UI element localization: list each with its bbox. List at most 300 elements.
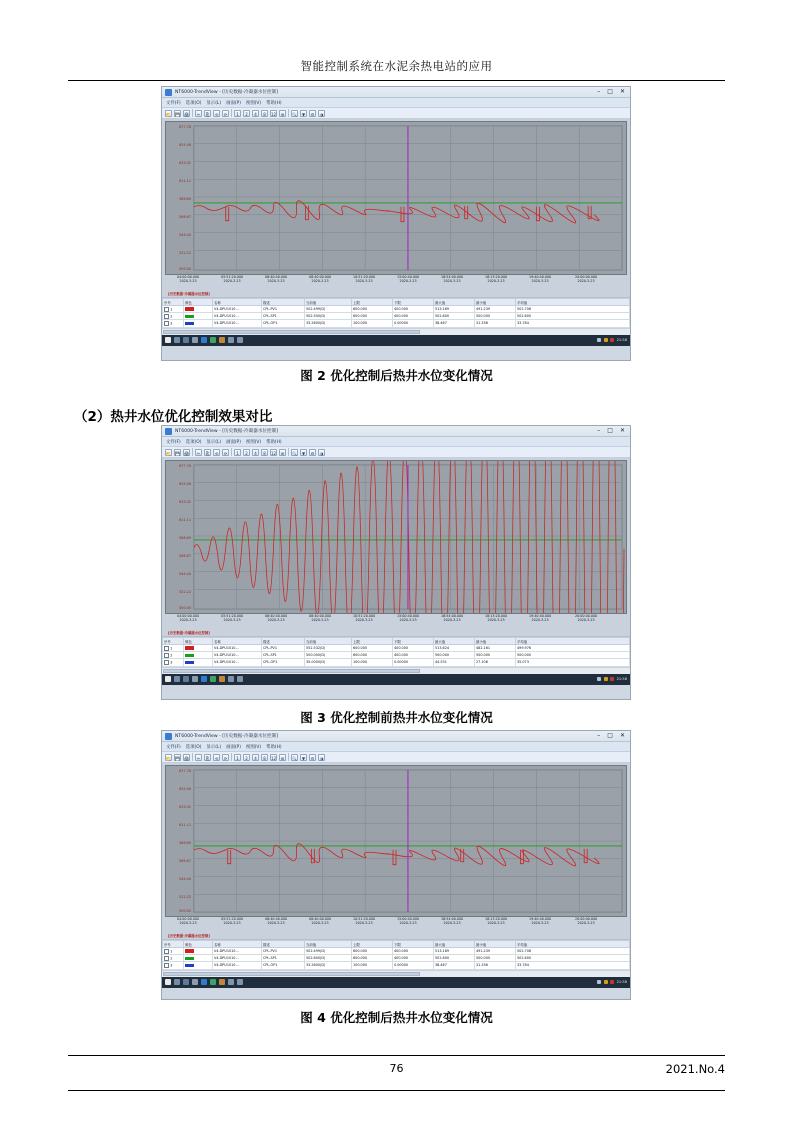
menu-options[interactable]: 选项(O) bbox=[185, 439, 202, 445]
network-icon[interactable] bbox=[597, 338, 601, 342]
row-checkbox[interactable] bbox=[164, 963, 169, 968]
pane-12-button[interactable]: 12 bbox=[271, 755, 277, 761]
x-tick-8-time: 19:40:40.000 bbox=[529, 275, 552, 279]
cut-icon[interactable]: ✂ bbox=[196, 450, 201, 456]
pane-1-button[interactable]: 1 bbox=[234, 110, 241, 117]
x-tick-2-time: 06:40:40.000 bbox=[265, 275, 288, 279]
contrast-icon[interactable]: ◑ bbox=[319, 111, 324, 117]
cell-current: 502.600(D) bbox=[305, 955, 352, 962]
x-tick-4-date: 2020-3-23 bbox=[355, 921, 373, 926]
menu-options[interactable]: 选项(O) bbox=[185, 744, 202, 750]
cell-high: 600.000 bbox=[352, 955, 393, 962]
x-tick-5-time: 15:00:40.000 bbox=[397, 614, 420, 618]
start-icon[interactable] bbox=[165, 676, 171, 682]
x-tick-0-date: 2020-3-23 bbox=[179, 618, 197, 623]
cell-name: V4-DPU1010... bbox=[213, 948, 262, 955]
table-row[interactable] bbox=[163, 962, 630, 969]
trend-plot[interactable] bbox=[165, 460, 627, 614]
x-tick-7 bbox=[485, 917, 507, 926]
notification-icon[interactable] bbox=[610, 677, 614, 681]
app1-icon[interactable] bbox=[210, 676, 216, 682]
cell-desc: CPL-PV1 bbox=[262, 948, 305, 955]
x-tick-8-date: 2020-3-23 bbox=[531, 618, 549, 623]
x-tick-7 bbox=[485, 275, 507, 284]
notification-icon[interactable] bbox=[610, 338, 614, 342]
status-note: [历史数据-冷凝器水位控制] bbox=[168, 934, 210, 938]
close-icon[interactable]: ✕ bbox=[619, 427, 625, 434]
x-tick-5 bbox=[397, 275, 419, 284]
taskbar[interactable] bbox=[162, 977, 630, 988]
th-low: 下限 bbox=[393, 299, 434, 306]
cell-desc: CPL-SP1 bbox=[262, 313, 305, 320]
open-icon[interactable]: 📂 bbox=[166, 755, 171, 761]
maximize-icon[interactable]: □ bbox=[607, 88, 613, 95]
menu-view[interactable]: 视图(V) bbox=[245, 439, 262, 445]
x-tick-8 bbox=[529, 614, 551, 623]
system-tray[interactable] bbox=[597, 980, 627, 984]
clock[interactable]: 21:58 bbox=[616, 980, 627, 985]
toolbar-separator-2 bbox=[231, 753, 232, 761]
explorer-icon[interactable] bbox=[192, 979, 198, 985]
y-tick-8: 500.00 bbox=[179, 909, 191, 913]
x-tick-2-date: 2020-3-23 bbox=[267, 921, 285, 926]
minimize-icon[interactable]: – bbox=[597, 427, 601, 434]
x-tick-2 bbox=[265, 917, 287, 926]
cell-no bbox=[163, 948, 184, 955]
cell-min: 491.239 bbox=[475, 306, 516, 313]
x-tick-3-date: 2020-3-23 bbox=[311, 618, 329, 623]
maximize-icon[interactable]: □ bbox=[607, 732, 613, 739]
cell-desc: CPL-SP1 bbox=[262, 652, 305, 659]
menu-help[interactable]: 帮助(H) bbox=[266, 744, 282, 750]
horizontal-scrollbar[interactable] bbox=[162, 667, 630, 674]
th-max: 最大值 bbox=[434, 638, 475, 645]
clock[interactable]: 21:58 bbox=[616, 338, 627, 343]
row-checkbox[interactable] bbox=[164, 314, 169, 319]
zoom-icon[interactable]: 🔍 bbox=[292, 450, 297, 456]
x-tick-9-time: 20:00:00.000 bbox=[575, 614, 598, 618]
x-tick-0-time: 04:00:00.000 bbox=[177, 917, 200, 921]
app2-icon[interactable] bbox=[219, 676, 225, 682]
cell-min: 31.336 bbox=[475, 320, 516, 327]
undo-icon[interactable]: ⟲ bbox=[214, 450, 219, 456]
volume-icon[interactable] bbox=[604, 677, 608, 681]
pane-1-button[interactable]: 1 bbox=[234, 754, 241, 761]
row-checkbox[interactable] bbox=[164, 653, 169, 658]
menu-help[interactable]: 帮助(H) bbox=[266, 439, 282, 445]
th-color: 颜色 bbox=[184, 941, 213, 948]
screenshot-figure-2 bbox=[161, 86, 631, 361]
y-tick-7: 522.22 bbox=[179, 590, 191, 594]
filter-icon[interactable]: ▼ bbox=[301, 111, 306, 117]
menu-screen[interactable]: 画面(P) bbox=[226, 744, 241, 750]
x-tick-6-date: 2020-3-23 bbox=[443, 279, 461, 284]
notification-icon[interactable] bbox=[610, 980, 614, 984]
x-tick-9 bbox=[575, 614, 597, 623]
explorer-icon[interactable] bbox=[192, 337, 198, 343]
x-tick-0-time: 04:00:00.000 bbox=[177, 275, 200, 279]
menu-bar[interactable] bbox=[162, 742, 630, 752]
x-tick-5-time: 15:00:40.000 bbox=[397, 917, 420, 921]
cell-no bbox=[163, 306, 184, 313]
series-table-area bbox=[162, 939, 630, 977]
cell-avg: 502.708 bbox=[516, 948, 630, 955]
window-controls[interactable] bbox=[597, 428, 627, 434]
cut-icon[interactable]: ✂ bbox=[196, 111, 201, 117]
th-current: 当前值 bbox=[305, 941, 352, 948]
th-desc: 描述 bbox=[262, 941, 305, 948]
menu-screen[interactable]: 画面(P) bbox=[226, 100, 241, 106]
th-name: 名称 bbox=[213, 299, 262, 306]
browser-icon[interactable] bbox=[201, 979, 207, 985]
row-checkbox[interactable] bbox=[164, 660, 169, 665]
menu-file[interactable]: 文件(F) bbox=[166, 100, 181, 106]
row-checkbox[interactable] bbox=[164, 956, 169, 961]
chart-area bbox=[162, 458, 630, 636]
x-tick-6 bbox=[441, 917, 463, 926]
gear-icon[interactable]: ⚙ bbox=[310, 111, 315, 117]
taskbar[interactable] bbox=[162, 335, 630, 346]
app3-icon[interactable] bbox=[228, 337, 234, 343]
redo-icon[interactable]: ⟳ bbox=[223, 450, 228, 456]
print-icon[interactable]: 🖨 bbox=[184, 755, 190, 761]
table-row[interactable] bbox=[163, 948, 630, 955]
cell-high: 100.000 bbox=[352, 659, 393, 666]
app4-icon[interactable] bbox=[237, 979, 243, 985]
cell-current: 552.532(D) bbox=[305, 645, 352, 652]
pane-12-button[interactable]: 12 bbox=[271, 450, 277, 456]
y-tick-1: 655.56 bbox=[179, 482, 191, 486]
x-tick-0-date: 2020-3-23 bbox=[179, 921, 197, 926]
search-icon[interactable] bbox=[174, 676, 180, 682]
filter-icon[interactable]: ▼ bbox=[301, 755, 306, 761]
x-tick-7-date: 2020-3-23 bbox=[487, 279, 505, 284]
grid-icon[interactable]: ⊞ bbox=[280, 450, 285, 456]
y-tick-4: 588.89 bbox=[179, 841, 191, 845]
table-row[interactable] bbox=[163, 652, 630, 659]
y-tick-0: 677.78 bbox=[179, 125, 191, 129]
y-tick-4: 588.89 bbox=[179, 197, 191, 201]
app2-icon[interactable] bbox=[219, 979, 225, 985]
chart-area bbox=[162, 763, 630, 939]
pane-8-button[interactable]: 8 bbox=[261, 449, 268, 456]
pane-4-button[interactable]: 4 bbox=[252, 754, 259, 761]
cell-desc: CPL-OP1 bbox=[262, 962, 305, 969]
network-icon[interactable] bbox=[597, 980, 601, 984]
filter-icon[interactable]: ▼ bbox=[301, 450, 306, 456]
close-icon[interactable]: ✕ bbox=[619, 732, 625, 739]
series-table bbox=[162, 940, 630, 970]
pane-2-button[interactable]: 2 bbox=[243, 449, 250, 456]
taskview-icon[interactable] bbox=[183, 337, 189, 343]
system-tray[interactable] bbox=[597, 338, 627, 342]
x-tick-0 bbox=[177, 917, 199, 926]
x-tick-9-date: 2020-3-23 bbox=[577, 618, 595, 623]
taskview-icon[interactable] bbox=[183, 979, 189, 985]
toolbar-separator-3 bbox=[288, 109, 289, 117]
print-icon[interactable]: 🖨 bbox=[184, 450, 190, 456]
x-tick-7 bbox=[485, 614, 507, 623]
cell-name: V4-DPU1010... bbox=[213, 652, 262, 659]
cell-color bbox=[184, 306, 213, 313]
cell-min: 500.000 bbox=[475, 652, 516, 659]
cell-low: 0.00000 bbox=[393, 962, 434, 969]
color-swatch bbox=[185, 964, 194, 967]
cell-max: 500.000 bbox=[434, 652, 475, 659]
menu-file[interactable]: 文件(F) bbox=[166, 439, 181, 445]
x-tick-5 bbox=[397, 614, 419, 623]
x-tick-1-time: 05:51:20.000 bbox=[221, 275, 244, 279]
cell-current: 502.499(D) bbox=[305, 948, 352, 955]
grid-icon[interactable]: ⊞ bbox=[280, 111, 285, 117]
menu-display[interactable]: 显示(L) bbox=[206, 100, 222, 106]
menu-bar[interactable] bbox=[162, 98, 630, 108]
cell-avg: 502.600 bbox=[516, 313, 630, 320]
x-tick-2 bbox=[265, 275, 287, 284]
series-table bbox=[162, 637, 630, 667]
pane-12-button[interactable]: 12 bbox=[271, 111, 277, 117]
th-current: 当前值 bbox=[305, 638, 352, 645]
cell-no bbox=[163, 659, 184, 666]
cell-name: V4-DPU1010... bbox=[213, 659, 262, 666]
th-min: 最小值 bbox=[475, 638, 516, 645]
volume-icon[interactable] bbox=[604, 980, 608, 984]
y-axis-labels bbox=[166, 122, 192, 274]
app3-icon[interactable] bbox=[228, 676, 234, 682]
redo-icon[interactable]: ⟳ bbox=[223, 111, 228, 117]
toolbar[interactable] bbox=[162, 447, 630, 458]
app3-icon[interactable] bbox=[228, 979, 234, 985]
pane-4-button[interactable]: 4 bbox=[252, 110, 259, 117]
close-icon[interactable]: ✕ bbox=[619, 88, 625, 95]
x-tick-6-time: 16:54:00.000 bbox=[441, 614, 464, 618]
menu-file[interactable]: 文件(F) bbox=[166, 744, 181, 750]
cell-high: 600.000 bbox=[352, 652, 393, 659]
contrast-icon[interactable]: ◑ bbox=[319, 450, 324, 456]
app1-icon[interactable] bbox=[210, 979, 216, 985]
section-heading: （2）热井水位优化控制效果对比 bbox=[74, 409, 273, 425]
x-tick-8-time: 19:40:40.000 bbox=[529, 614, 552, 618]
cell-color bbox=[184, 645, 213, 652]
menu-help[interactable]: 帮助(H) bbox=[266, 100, 282, 106]
cell-desc: CPL-OP1 bbox=[262, 659, 305, 666]
status-note: [历史数据-冷凝器水位控制] bbox=[168, 631, 210, 635]
row-checkbox[interactable] bbox=[164, 949, 169, 954]
y-tick-0: 677.78 bbox=[179, 769, 191, 773]
x-tick-7-date: 2020-3-23 bbox=[487, 921, 505, 926]
y-tick-4: 588.89 bbox=[179, 536, 191, 540]
pane-2-button[interactable]: 2 bbox=[243, 754, 250, 761]
window-titlebar bbox=[162, 426, 630, 437]
horizontal-scrollbar[interactable] bbox=[162, 970, 630, 977]
table-row[interactable] bbox=[163, 320, 630, 327]
y-tick-2: 633.32 bbox=[179, 500, 191, 504]
app1-icon[interactable] bbox=[210, 337, 216, 343]
th-color: 颜色 bbox=[184, 638, 213, 645]
trend-plot[interactable] bbox=[165, 121, 627, 275]
search-icon[interactable] bbox=[174, 337, 180, 343]
row-checkbox[interactable] bbox=[164, 646, 169, 651]
copy-icon[interactable]: ⎘ bbox=[205, 111, 210, 117]
y-tick-5: 566.67 bbox=[179, 554, 191, 558]
zoom-icon[interactable]: 🔍 bbox=[292, 755, 297, 761]
cell-color bbox=[184, 948, 213, 955]
row-index: 2 bbox=[170, 956, 173, 961]
x-tick-2 bbox=[265, 614, 287, 623]
menu-options[interactable]: 选项(O) bbox=[185, 100, 202, 106]
th-low: 下限 bbox=[393, 941, 434, 948]
browser-icon[interactable] bbox=[201, 337, 207, 343]
scrollbar-thumb[interactable] bbox=[163, 330, 420, 334]
toolbar-separator-1 bbox=[192, 753, 193, 761]
menu-bar[interactable] bbox=[162, 437, 630, 447]
table-row[interactable] bbox=[163, 955, 630, 962]
open-icon[interactable]: 📂 bbox=[166, 450, 171, 456]
maximize-icon[interactable]: □ bbox=[607, 427, 613, 434]
minimize-icon[interactable]: – bbox=[597, 88, 601, 95]
x-tick-1 bbox=[221, 614, 243, 623]
x-tick-2-date: 2020-3-23 bbox=[267, 279, 285, 284]
pane-8-button[interactable]: 8 bbox=[261, 754, 268, 761]
start-icon[interactable] bbox=[165, 979, 171, 985]
menu-display[interactable]: 显示(L) bbox=[206, 744, 222, 750]
menu-screen[interactable]: 画面(P) bbox=[226, 439, 241, 445]
trend-plot-svg bbox=[166, 766, 626, 916]
browser-icon[interactable] bbox=[201, 676, 207, 682]
app4-icon[interactable] bbox=[237, 676, 243, 682]
caption-figure-4: 图 4 优化控制后热井水位变化情况 bbox=[300, 1010, 493, 1025]
x-tick-1 bbox=[221, 275, 243, 284]
toolbar[interactable] bbox=[162, 108, 630, 119]
grid-icon[interactable]: ⊞ bbox=[280, 755, 285, 761]
minimize-icon[interactable]: – bbox=[597, 732, 601, 739]
window-controls[interactable] bbox=[597, 733, 627, 739]
series-table-area bbox=[162, 297, 630, 335]
pane-1-button[interactable]: 1 bbox=[234, 449, 241, 456]
gear-icon[interactable]: ⚙ bbox=[310, 450, 315, 456]
cell-color bbox=[184, 652, 213, 659]
trend-plot[interactable] bbox=[165, 765, 627, 917]
x-tick-9-date: 2020-3-23 bbox=[577, 921, 595, 926]
th-no: 序号 bbox=[163, 299, 184, 306]
y-tick-0: 677.78 bbox=[179, 464, 191, 468]
screenshot-figure-4 bbox=[161, 730, 631, 1000]
menu-view[interactable]: 视图(V) bbox=[245, 744, 262, 750]
table-row[interactable] bbox=[163, 313, 630, 320]
copy-icon[interactable]: ⎘ bbox=[205, 450, 210, 456]
x-tick-3-date: 2020-3-23 bbox=[311, 921, 329, 926]
pane-2-button[interactable]: 2 bbox=[243, 110, 250, 117]
scrollbar-thumb[interactable] bbox=[163, 972, 420, 976]
page-header-title: 智能控制系统在水泥余热电站的应用 bbox=[300, 59, 493, 73]
cell-max: 502.600 bbox=[434, 313, 475, 320]
gear-icon[interactable]: ⚙ bbox=[310, 755, 315, 761]
horizontal-scrollbar[interactable] bbox=[162, 328, 630, 335]
start-icon[interactable] bbox=[165, 337, 171, 343]
row-checkbox[interactable] bbox=[164, 321, 169, 326]
taskbar[interactable] bbox=[162, 674, 630, 685]
toolbar[interactable] bbox=[162, 752, 630, 763]
y-tick-5: 566.67 bbox=[179, 859, 191, 863]
cell-low: 0.00000 bbox=[393, 320, 434, 327]
cell-low: 400.000 bbox=[393, 645, 434, 652]
save-icon[interactable]: 💾 bbox=[175, 111, 180, 117]
table-row[interactable] bbox=[163, 645, 630, 652]
table-row[interactable] bbox=[163, 306, 630, 313]
row-index: 1 bbox=[170, 949, 173, 954]
explorer-icon[interactable] bbox=[192, 676, 198, 682]
y-tick-8: 500.00 bbox=[179, 267, 191, 271]
redo-icon[interactable]: ⟳ bbox=[223, 755, 228, 761]
row-index: 3 bbox=[170, 660, 173, 665]
menu-display[interactable]: 显示(L) bbox=[206, 439, 222, 445]
table-row[interactable] bbox=[163, 659, 630, 666]
th-avg: 平均值 bbox=[516, 638, 630, 645]
zoom-icon[interactable]: 🔍 bbox=[292, 111, 297, 117]
x-tick-9-date: 2020-3-23 bbox=[577, 279, 595, 284]
taskview-icon[interactable] bbox=[183, 676, 189, 682]
save-icon[interactable]: 💾 bbox=[175, 755, 180, 761]
search-icon[interactable] bbox=[174, 979, 180, 985]
th-min: 最小值 bbox=[475, 941, 516, 948]
cell-name: V4-DPU1010... bbox=[213, 313, 262, 320]
cell-no bbox=[163, 955, 184, 962]
scrollbar-thumb[interactable] bbox=[163, 669, 420, 673]
x-tick-0 bbox=[177, 275, 199, 284]
app4-icon[interactable] bbox=[237, 337, 243, 343]
x-tick-2-time: 06:40:40.000 bbox=[265, 614, 288, 618]
network-icon[interactable] bbox=[597, 677, 601, 681]
save-icon[interactable]: 💾 bbox=[175, 450, 180, 456]
series-table bbox=[162, 298, 630, 328]
cell-avg: 502.708 bbox=[516, 306, 630, 313]
x-tick-5-date: 2020-3-23 bbox=[399, 279, 417, 284]
cell-high: 600.000 bbox=[352, 306, 393, 313]
cell-min: 491.239 bbox=[475, 948, 516, 955]
system-tray[interactable] bbox=[597, 677, 627, 681]
pane-4-button[interactable]: 4 bbox=[252, 449, 259, 456]
open-icon[interactable]: 📂 bbox=[166, 111, 171, 117]
clock[interactable]: 21:58 bbox=[616, 677, 627, 682]
print-icon[interactable]: 🖨 bbox=[184, 111, 190, 117]
app2-icon[interactable] bbox=[219, 337, 225, 343]
cut-icon[interactable]: ✂ bbox=[196, 755, 201, 761]
contrast-icon[interactable]: ◑ bbox=[319, 755, 324, 761]
cell-current: 502.499(D) bbox=[305, 306, 352, 313]
x-tick-2-date: 2020-3-23 bbox=[267, 618, 285, 623]
cell-no bbox=[163, 320, 184, 327]
x-tick-7-time: 18:13:20.000 bbox=[485, 275, 508, 279]
pane-8-button[interactable]: 8 bbox=[261, 110, 268, 117]
th-desc: 描述 bbox=[262, 299, 305, 306]
cell-name: V4-DPU1010... bbox=[213, 955, 262, 962]
undo-icon[interactable]: ⟲ bbox=[214, 755, 219, 761]
undo-icon[interactable]: ⟲ bbox=[214, 111, 219, 117]
row-checkbox[interactable] bbox=[164, 307, 169, 312]
x-tick-8-time: 19:40:40.000 bbox=[529, 917, 552, 921]
th-high: 上限 bbox=[352, 638, 393, 645]
copy-icon[interactable]: ⎘ bbox=[205, 755, 210, 761]
cell-max: 44.531 bbox=[434, 659, 475, 666]
y-tick-3: 611.11 bbox=[179, 179, 191, 183]
window-controls[interactable] bbox=[597, 89, 627, 95]
cell-low: 400.000 bbox=[393, 652, 434, 659]
volume-icon[interactable] bbox=[604, 338, 608, 342]
cell-high: 100.000 bbox=[352, 320, 393, 327]
cell-name: V4-DPU1010... bbox=[213, 306, 262, 313]
menu-view[interactable]: 视图(V) bbox=[245, 100, 262, 106]
cell-desc: CPL-PV1 bbox=[262, 306, 305, 313]
